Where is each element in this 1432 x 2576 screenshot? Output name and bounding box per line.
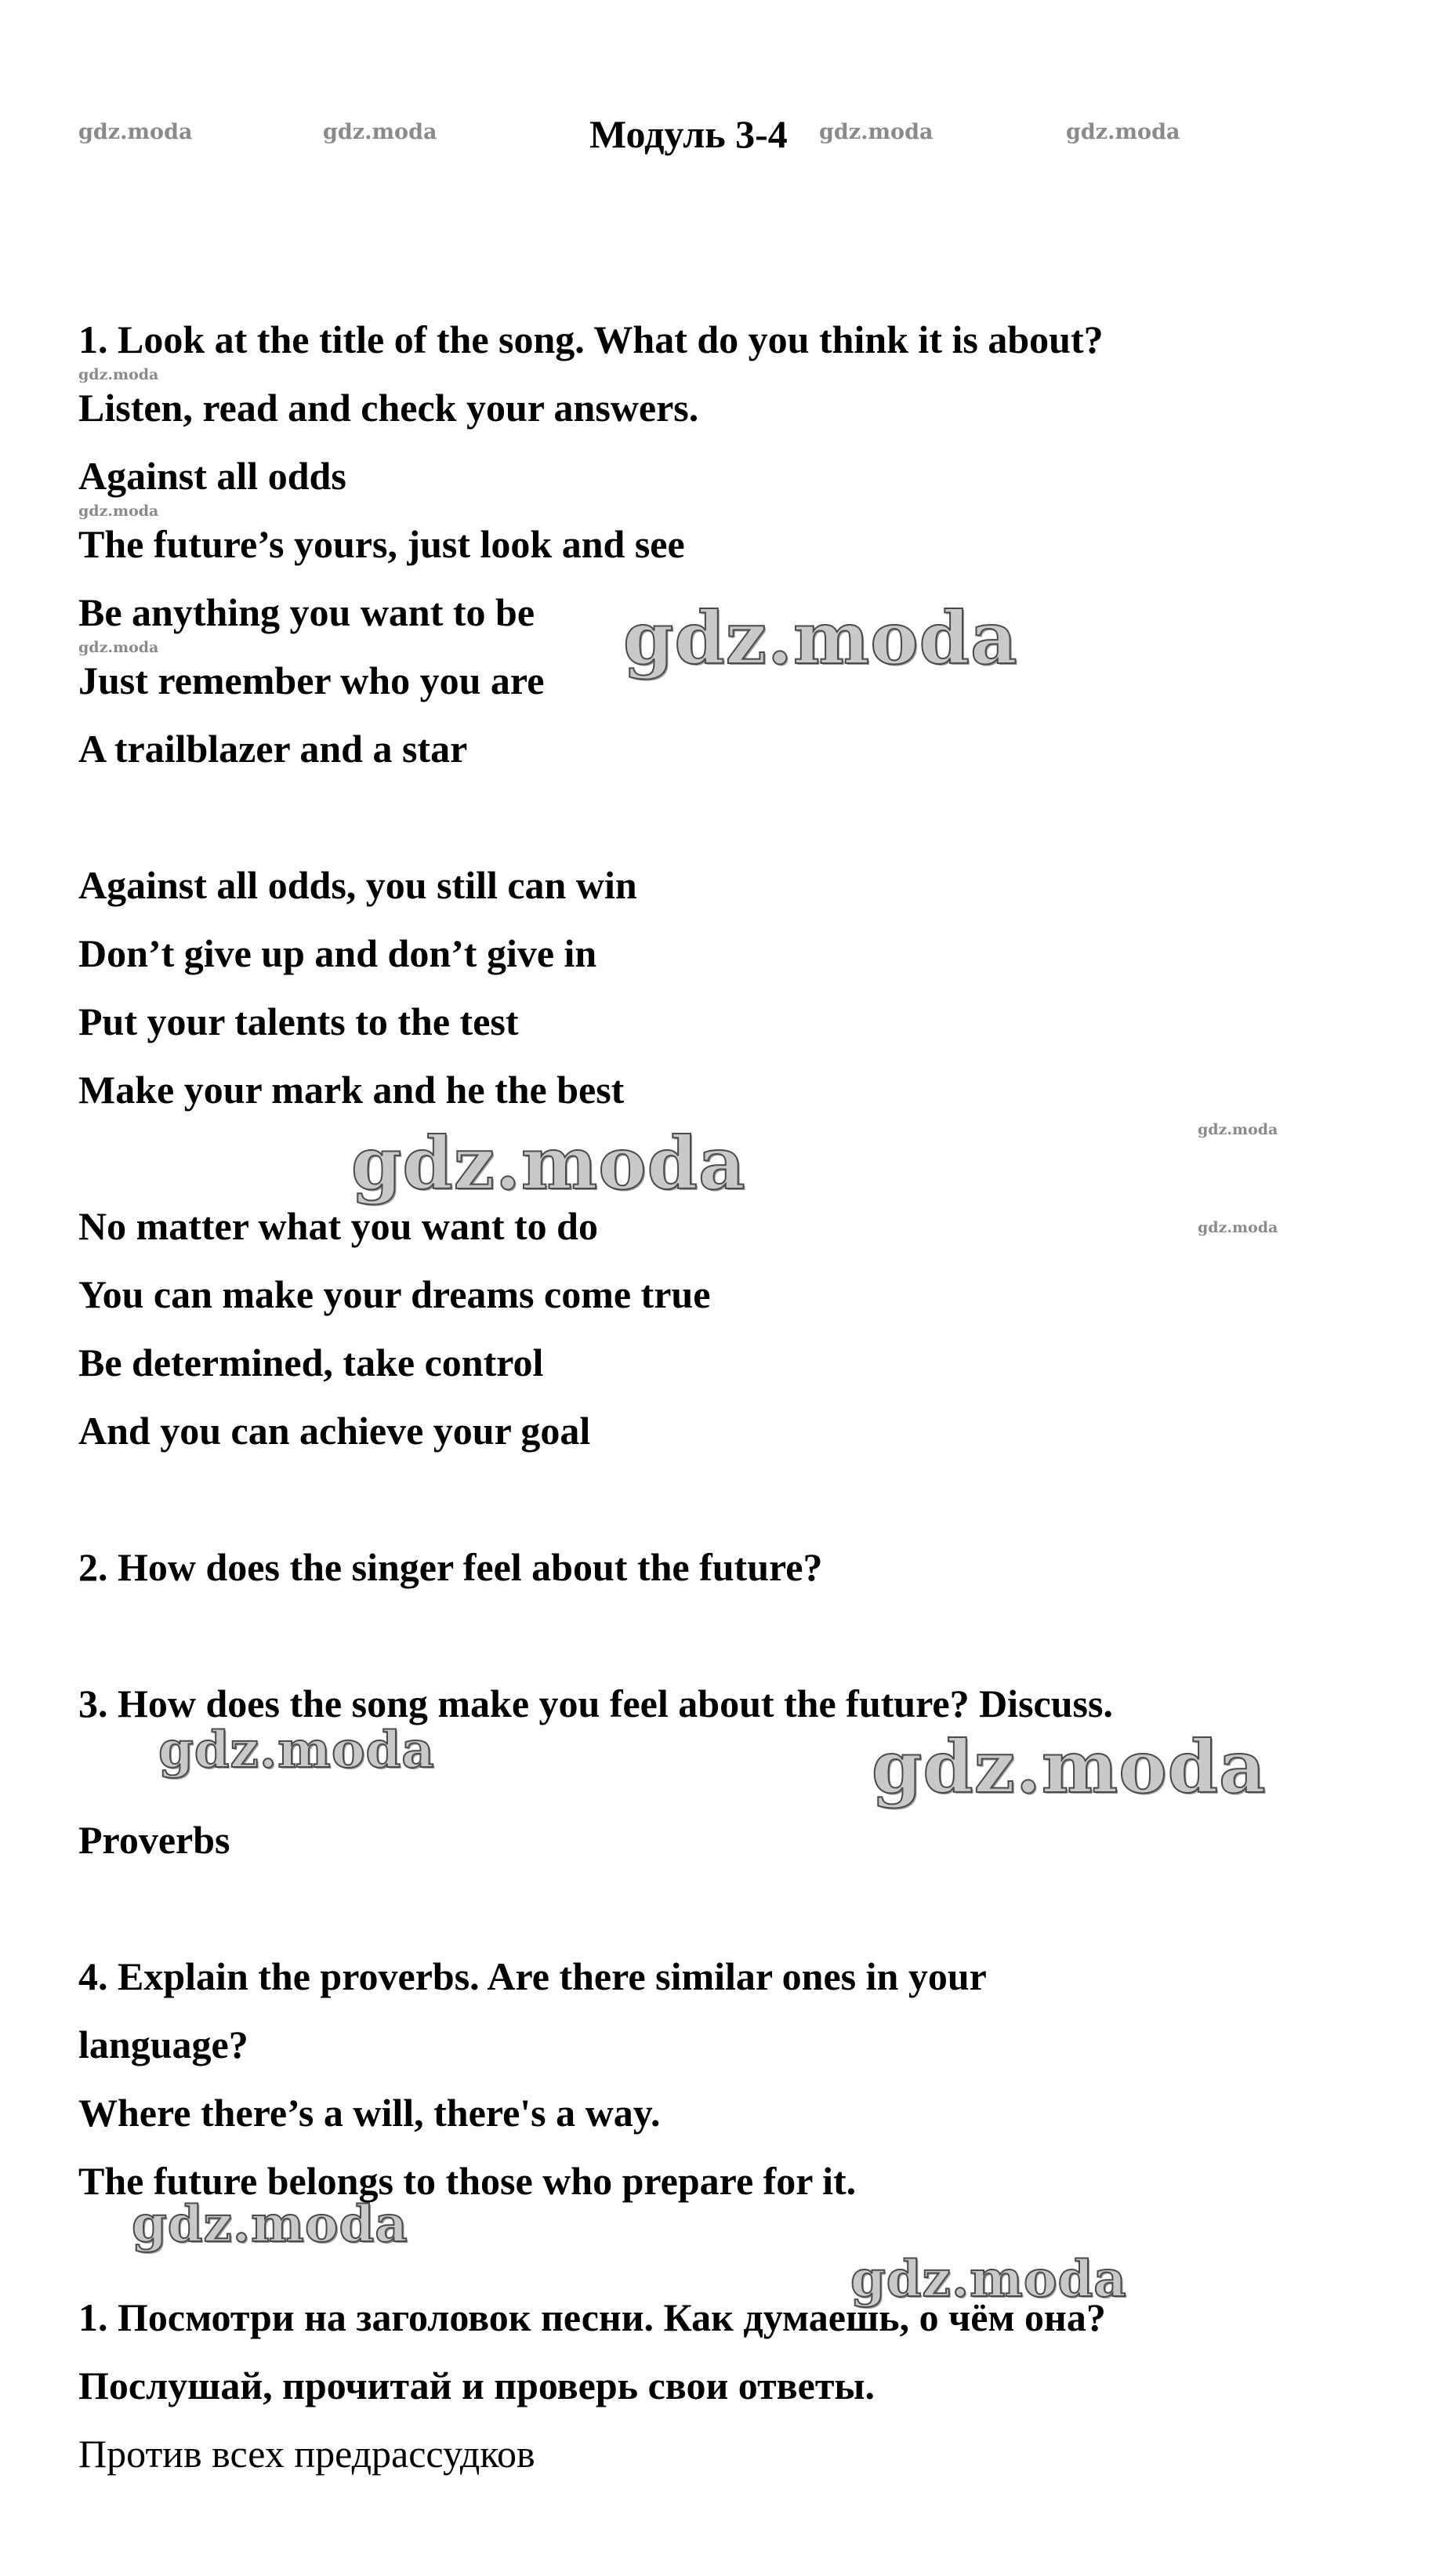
watermark: gdz.moda: [1198, 1121, 1278, 1138]
watermark: gdz.moda: [78, 366, 159, 383]
translation-line: Против всех предрассудков: [78, 2432, 535, 2476]
song-line: And you can achieve your goal: [78, 1409, 591, 1453]
song-line: The future’s yours, just look and see: [78, 522, 685, 566]
task-1-heading: 1. Look at the title of the song. What do you think it is about?: [78, 317, 1104, 361]
watermark: gdz.moda: [78, 503, 159, 520]
song-title: Against all odds: [78, 454, 346, 498]
watermark: gdz.moda: [78, 639, 159, 656]
song-line: Put your talents to the test: [78, 1000, 519, 1043]
watermark: gdz.moda: [623, 596, 1018, 680]
task-4-heading: 4. Explain the proverbs. Are there similar ones in your: [78, 1954, 987, 1998]
task-2-heading: 2. How does the singer feel about the future?: [78, 1545, 823, 1589]
watermark: gdz.moda: [1066, 120, 1180, 144]
watermark: gdz.moda: [1198, 1219, 1278, 1236]
translation-heading: 1. Посмотри на заголовок песни. Как думаешь, о чём она?: [78, 2295, 1106, 2339]
watermark: gdz.moda: [323, 120, 437, 144]
watermark: gdz.moda: [78, 120, 193, 144]
watermark: gdz.moda: [351, 1121, 746, 1206]
translation-instruction: Послушай, прочитай и проверь свои ответы.: [78, 2364, 875, 2407]
song-line: Just remember who you are: [78, 659, 545, 702]
task-3-heading: 3. How does the song make you feel about the future? Discuss.: [78, 1682, 1113, 1725]
song-line: You can make your dreams come true: [78, 1272, 711, 1316]
song-line: No matter what you want to do: [78, 1204, 598, 1248]
watermark: gdz.moda: [132, 2195, 408, 2254]
watermark: gdz.moda: [819, 120, 934, 144]
watermark: gdz.moda: [872, 1725, 1267, 1809]
song-line: Be anything you want to be: [78, 590, 535, 634]
watermark: gdz.moda: [158, 1721, 435, 1780]
song-line: A trailblazer and a star: [78, 727, 468, 771]
song-line: Don’t give up and don’t give in: [78, 931, 597, 975]
proverb: The future belongs to those who prepare for it.: [78, 2159, 857, 2203]
song-line: Be determined, take control: [78, 1341, 544, 1384]
song-line: Make your mark and he the best: [78, 1068, 625, 1112]
section-heading: Proverbs: [78, 1818, 230, 1862]
watermark: gdz.moda: [850, 2250, 1127, 2309]
task-4-heading-cont: language?: [78, 2023, 248, 2066]
proverb: Where there’s a will, there's a way.: [78, 2091, 661, 2135]
song-line: Against all odds, you still can win: [78, 863, 637, 907]
page-title: Модуль 3-4: [589, 112, 788, 156]
task-1-instruction: Listen, read and check your answers.: [78, 386, 699, 430]
